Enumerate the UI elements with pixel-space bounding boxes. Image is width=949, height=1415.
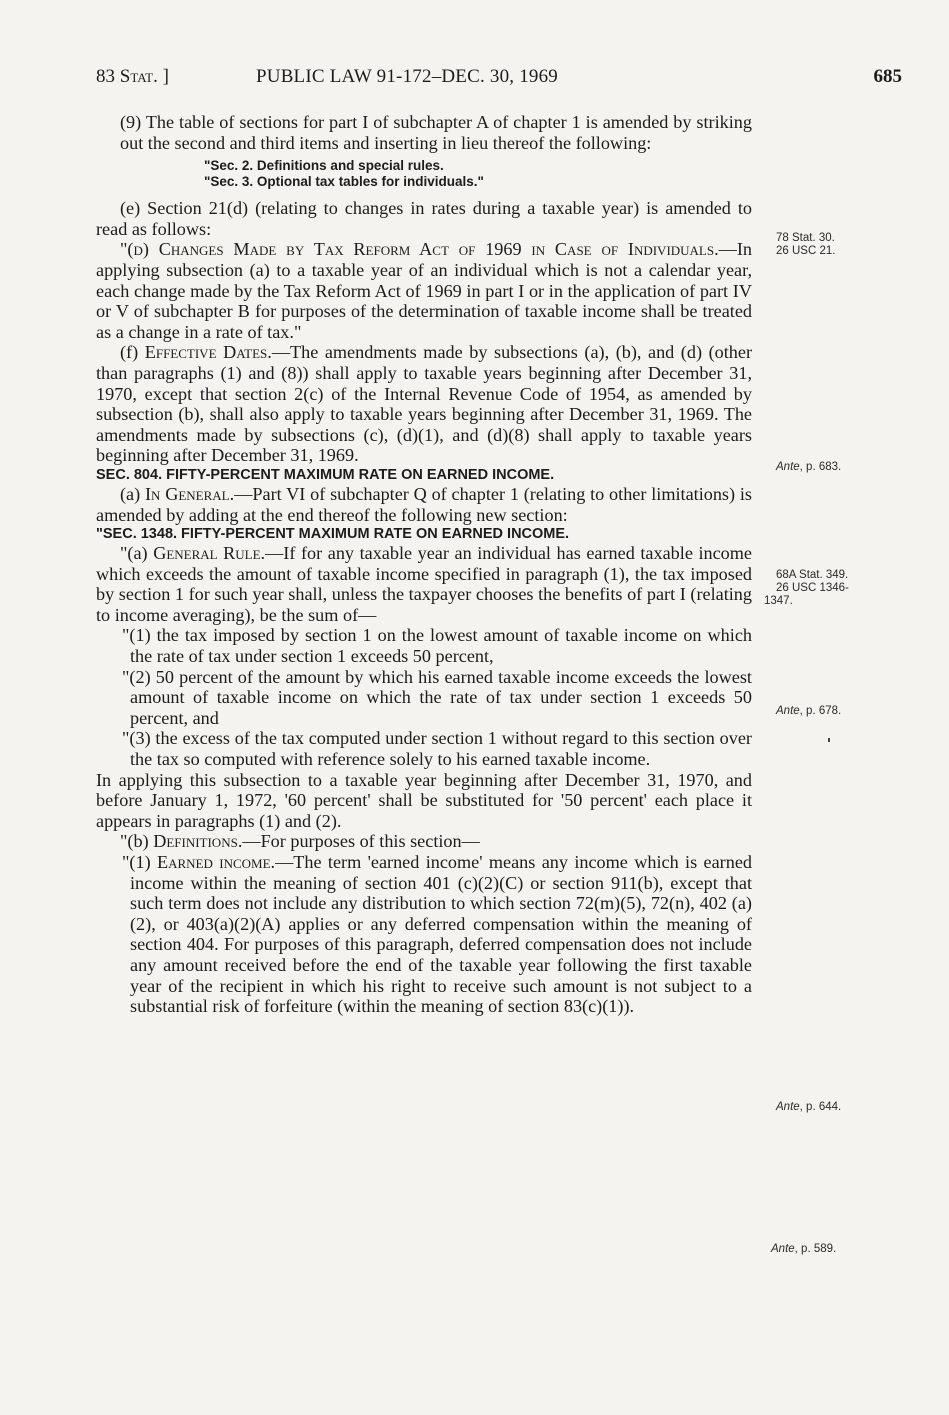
paragraph-a-heading: In General. xyxy=(144,483,235,504)
paragraph-e: (e) Section 21(d) (relating to changes in rates during a taxable year) is amended to read as follows: xyxy=(96,198,752,239)
transition-paragraph: In applying this subsection to a taxable year beginning after December 31, 1970, and before January 1, 1972, '60 percent' shall be substituted for '50 percent' each place it appears in paragraphs (1) and (2). xyxy=(96,769,752,831)
general-rule-label: "(a) xyxy=(120,543,154,564)
paragraph-a xyxy=(96,484,752,525)
definitions-label: "(b) xyxy=(120,831,154,852)
margin-note-ante-644: Ante, p. 644. xyxy=(776,1101,842,1113)
margin-note-78-stat: 78 Stat. 30. 26 USC 21. xyxy=(776,232,836,257)
document-body xyxy=(96,112,752,1017)
earned-income-text: —The term 'earned income' means any income which is earned income within the meaning of section 401 (c)(2)(C) or section 911(b), except that such term does not include any distribution to which section 72(m)(5), 72(n), 402 (a)(2), or 403(a)(2)(A) applies or any deferred compensation within the meaning of section 404. For purposes of this paragraph, deferred compensation does not include any amount received before the end of the taxable year following the first taxable year of the recipient in which his right to receive such amount is not subject to a substantial risk of forfeiture (within the meaning of section 83(c)(1)). xyxy=(130,852,752,1017)
header-statute-reference: 83 Stat. ] xyxy=(96,66,169,87)
header-law-title: PUBLIC LAW 91-172–DEC. 30, 1969 xyxy=(256,66,558,87)
section-1348-heading: "SEC. 1348. FIFTY-PERCENT MAXIMUM RATE ON EARNED INCOME. xyxy=(96,526,570,543)
table-item: "Sec. 2. Definitions and special rules. xyxy=(204,158,444,174)
margin-note-ante-678: Ante, p. 678. xyxy=(776,705,842,717)
definitions-text: —For purposes of this section— xyxy=(242,831,480,852)
clause-3: "(3) the excess of the tax computed under section 1 without regard to this section over the tax so computed with reference solely to his earned taxable income. xyxy=(122,728,752,770)
page-number: 685 xyxy=(873,66,902,87)
margin-note-ante-683: Ante, p. 683. xyxy=(776,461,842,473)
earned-income-heading: Earned income. xyxy=(157,852,276,872)
paragraph-d-text: —In applying subsection (a) to a taxable year of an individual which is not a calendar year, each change made by the Tax Reform Act of 1969 in part I or in the application of part IV or V of subchapter B for purposes of the determination of taxable income shall be treated as a change in a rate of tax." xyxy=(96,239,752,342)
table-of-sections xyxy=(96,158,752,190)
definitions-heading: Definitions. xyxy=(153,831,243,852)
earned-income-label: "(1) xyxy=(122,852,157,872)
margin-note-68a-stat: 68A Stat. 349. 26 USC 1346- 1347. xyxy=(764,569,849,607)
paragraph-f-text: —The amendments made by subsections (a), (b), and (d) (other than paragraphs (1) and (8)) shall apply to taxable years beginning after December 31, 1970, except that section 2(c) of the Internal Revenue Code of 1954, as amended by subsection (b), shall also apply to taxable years beginning after December 31, 1969. The amendments made by subsections (c), (d)(1), and (d)(8) shall apply to taxable years beginning after December 31, 1969. xyxy=(96,342,752,466)
page-header xyxy=(96,66,902,96)
paragraph-d xyxy=(96,239,752,342)
general-rule-text: —If for any taxable year an individual has earned taxable income which exceeds the amount of taxable income specified in paragraph (1), the tax imposed by section 1 for such year shall, unless the taxpayer chooses the benefits of part I (relating to income averaging), be the sum of— xyxy=(96,543,752,625)
margin-note-ante-589: Ante, p. 589. xyxy=(771,1243,837,1255)
clause-1: "(1) the tax imposed by section 1 on the lowest amount of taxable income on which the rate of tax under section 1 exceeds 50 percent, xyxy=(122,625,752,667)
paragraph-a-label: (a) xyxy=(120,483,145,504)
paragraph-f-heading: Effective Dates. xyxy=(144,342,272,363)
table-item: "Sec. 3. Optional tax tables for individuals." xyxy=(204,174,484,190)
section-804-heading: SEC. 804. FIFTY-PERCENT MAXIMUM RATE ON EARNED INCOME. xyxy=(96,466,555,483)
paragraph-a-text: —Part VI of subchapter Q of chapter 1 (relating to other limitations) is amended by adding at the end thereof the following new section: xyxy=(96,483,752,525)
paragraph-d-heading: "(d) Changes Made by Tax Reform Act of 1969 in Case of Individuals. xyxy=(120,239,719,260)
paragraph-9: (9) The table of sections for part I of subchapter A of chapter 1 is amended by striking out the second and third items and inserting in lieu thereof the following: xyxy=(120,112,752,153)
definitions-paragraph xyxy=(96,831,752,852)
earned-income-definition xyxy=(96,852,752,1017)
ink-speck xyxy=(828,738,830,742)
paragraph-f-label: (f) xyxy=(120,342,145,363)
general-rule-heading: General Rule. xyxy=(153,543,266,564)
general-rule-paragraph xyxy=(96,543,752,625)
paragraph-f xyxy=(96,342,752,466)
clause-2: "(2) 50 percent of the amount by which his earned taxable income exceeds the lowest amount of taxable income on which the rate of tax under section 1 exceeds 50 percent, and xyxy=(122,666,752,728)
